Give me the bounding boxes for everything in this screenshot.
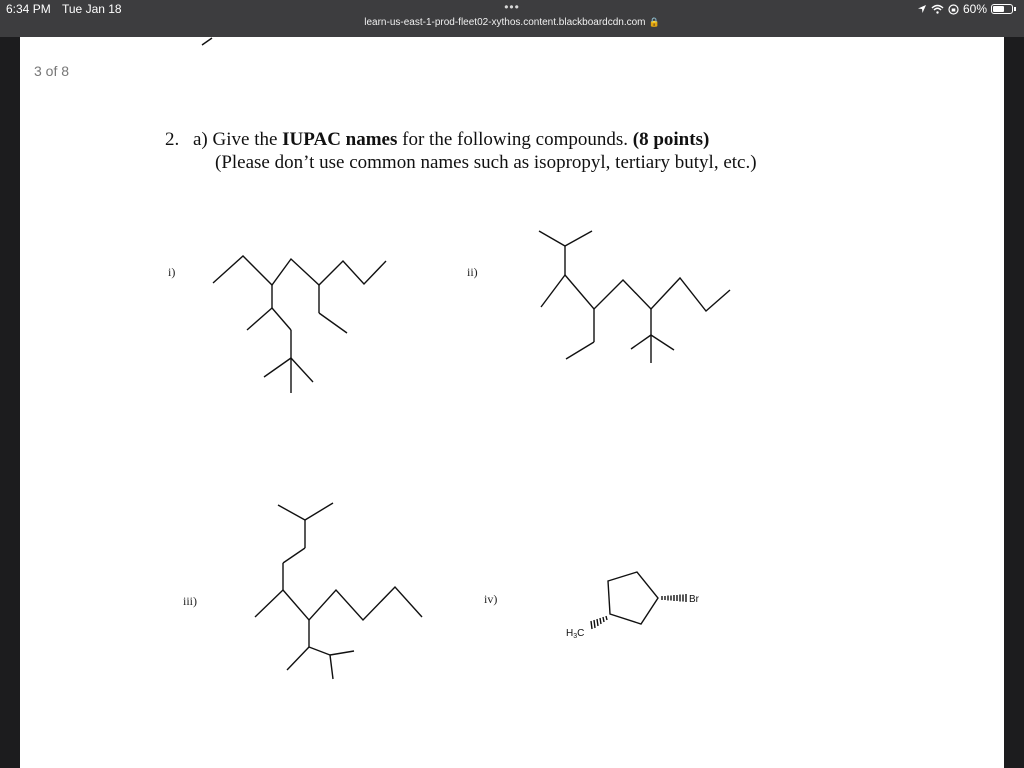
- status-date: Tue Jan 18: [62, 2, 122, 16]
- compound-ii-tbutyl: [651, 335, 674, 350]
- compound-iii-isopropyl: [278, 505, 305, 520]
- compound-i-branch: [272, 308, 291, 330]
- compound-ii-isopropyl: [565, 231, 592, 246]
- compound-iii-structure: [255, 503, 422, 679]
- status-time: 6:34 PM: [6, 2, 51, 16]
- compound-i-main-chain: [213, 256, 386, 285]
- compound-iii-isopropyl-2: [309, 647, 330, 655]
- compound-iii-isopropyl: [305, 503, 333, 520]
- compound-label-ii: ii): [467, 265, 478, 279]
- url-text: learn-us-east-1-prod-fleet02-xythos.content.blackboardcdn.com: [364, 17, 646, 28]
- compound-iii-main-chain: [283, 587, 422, 620]
- compound-iv-br-label: Br: [689, 594, 699, 605]
- compound-iii-chain: [255, 590, 283, 617]
- multitasking-dots-icon[interactable]: •••: [504, 0, 520, 14]
- question-points: (8 points): [632, 129, 710, 150]
- compound-label-iv: iv): [484, 592, 498, 606]
- compound-ii-structure: [539, 231, 730, 363]
- compound-iv-h3c-label: $H_3C$: [566, 628, 585, 640]
- compound-iii-isopropyl-2: [287, 647, 309, 670]
- compound-iv-cyclopentane-ring: [608, 572, 658, 624]
- compound-iv-structure: [566, 572, 700, 640]
- compound-iii-isopropyl-2: [330, 651, 354, 655]
- compound-iii-chain: [283, 548, 305, 563]
- compound-label-iii: iii): [183, 594, 197, 608]
- battery-percent: 60%: [962, 2, 987, 16]
- question-prefix: a) Give the: [193, 129, 283, 150]
- page-indicator: 3 of 8: [34, 63, 70, 79]
- compound-iv-hashed-bond-ch3: [591, 616, 607, 629]
- question-note: (Please don’t use common names such as isopropyl, tertiary butyl, etc.): [215, 152, 757, 173]
- question-middle: for the following compounds.: [397, 129, 633, 150]
- compound-i-tbutyl: [264, 358, 291, 377]
- compound-label-i: i): [168, 265, 176, 279]
- lock-icon: 🔒: [648, 17, 660, 27]
- compound-ii-tbutyl: [631, 335, 651, 349]
- compound-i-structure: [213, 256, 386, 393]
- compound-ii-main-chain: [565, 275, 730, 311]
- question-iupac-emphasis: IUPAC names: [282, 129, 398, 150]
- question-number: 2.: [165, 129, 180, 150]
- compound-ii-isopropyl: [539, 231, 565, 246]
- compound-iii-isopropyl-2: [330, 655, 333, 679]
- compound-i-branch: [247, 308, 272, 330]
- compound-i-tbutyl: [291, 358, 313, 382]
- compound-ii-chain: [541, 275, 565, 307]
- compound-ii-ethyl: [566, 342, 594, 359]
- compound-i-ethyl: [319, 313, 347, 333]
- compound-iv-hashed-bond-br: [662, 594, 686, 602]
